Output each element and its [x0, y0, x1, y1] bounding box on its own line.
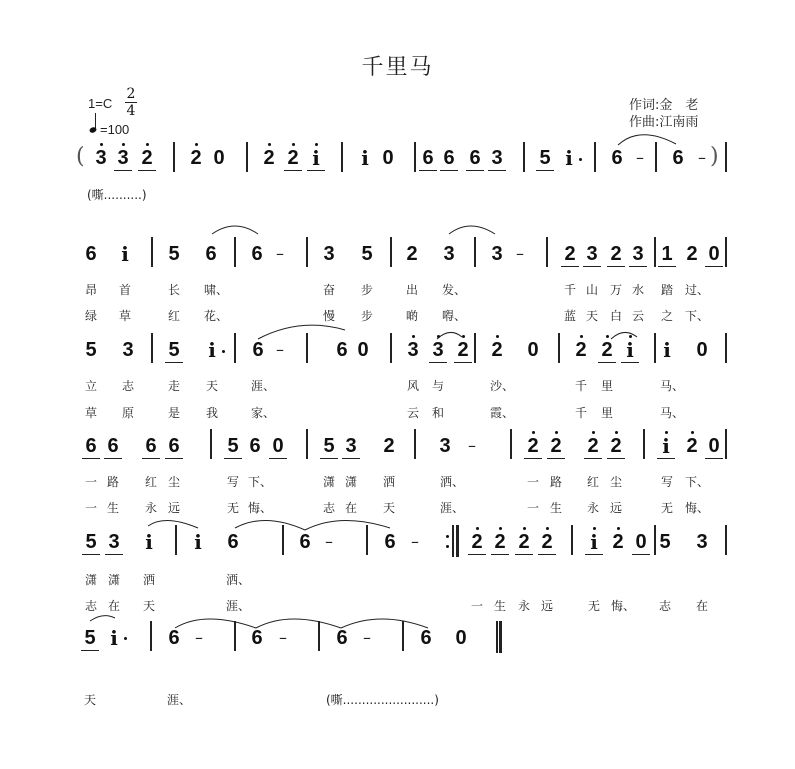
- note: 3: [106, 532, 122, 552]
- note: 0: [706, 436, 722, 456]
- barline: [725, 429, 727, 459]
- lyric: 天: [83, 693, 96, 707]
- lyric: 下、: [685, 309, 710, 323]
- lyric: 远: [609, 501, 622, 515]
- lyric: 洒: [142, 573, 155, 587]
- lyric: 风: [406, 379, 419, 393]
- lyric: 走: [167, 379, 180, 393]
- barline: [654, 525, 656, 555]
- barline: [306, 429, 308, 459]
- key-signature: 1=C: [88, 96, 113, 111]
- note: 6: [252, 339, 264, 361]
- note: i: [622, 340, 638, 360]
- note: i: [361, 146, 369, 170]
- barline: [175, 525, 177, 555]
- note: 5: [321, 436, 337, 456]
- lyric: 无: [226, 501, 239, 515]
- note: 6: [168, 627, 180, 649]
- note: 0: [706, 244, 722, 264]
- song-title: 千里马: [361, 55, 434, 80]
- dash: –: [279, 628, 287, 647]
- lyric: 嘚、: [442, 309, 467, 323]
- final-barline-thin: [496, 621, 498, 653]
- dash: –: [411, 532, 419, 551]
- final-barline-thick: [499, 621, 502, 653]
- lyric: 永: [517, 599, 530, 613]
- note: 6: [420, 148, 436, 168]
- lyric: 里: [600, 406, 613, 420]
- note: 6: [420, 627, 432, 649]
- note: 3: [443, 243, 455, 265]
- barline: [414, 142, 416, 172]
- barline: [643, 429, 645, 459]
- note: 2: [261, 148, 277, 168]
- lyric: 无: [587, 599, 600, 613]
- lyric: 下、: [685, 475, 710, 489]
- lyric: 涯、: [440, 501, 465, 515]
- note: i: [308, 148, 324, 168]
- lyric: 涯、: [167, 693, 192, 707]
- barline: [474, 237, 476, 267]
- lyric: 水: [631, 283, 644, 297]
- barline: [234, 237, 236, 267]
- note: 2: [516, 532, 532, 552]
- lyric: 永: [144, 501, 157, 515]
- lyric: 踏: [660, 283, 673, 297]
- lyric: 蓝: [563, 309, 576, 323]
- note: 2: [585, 436, 601, 456]
- note: 5: [361, 243, 373, 265]
- lyric: 永: [586, 501, 599, 515]
- lyric: 潇: [344, 475, 357, 489]
- note: 3: [630, 244, 646, 264]
- augmentation-dot: [124, 637, 127, 640]
- note: 2: [525, 436, 541, 456]
- lyric: 悔、: [248, 501, 273, 515]
- note: 3: [489, 148, 505, 168]
- note: 6: [227, 531, 239, 553]
- open-paren: (: [76, 144, 85, 169]
- note: i: [663, 338, 671, 362]
- note: 2: [489, 340, 505, 360]
- note: 2: [285, 148, 301, 168]
- barline: [523, 142, 525, 172]
- barline: [173, 142, 175, 172]
- lyric: 洒、: [440, 475, 465, 489]
- time-signature-bottom: 4: [126, 103, 136, 119]
- barline: [725, 525, 727, 555]
- lyric: 慢: [322, 309, 335, 323]
- note: i: [565, 146, 573, 170]
- lyric: 写: [226, 475, 239, 489]
- lyric: 花、: [204, 309, 229, 323]
- barline: [390, 333, 392, 363]
- barline: [510, 429, 512, 459]
- barline: [474, 333, 476, 363]
- lyric: 尘: [609, 475, 622, 489]
- lyric: 出: [405, 283, 418, 297]
- lyric: 发、: [442, 283, 467, 297]
- hum-outro: (嘶........................): [326, 693, 439, 707]
- barline: [571, 525, 573, 555]
- note: 2: [188, 148, 204, 168]
- barline: [558, 333, 560, 363]
- note: 2: [599, 340, 615, 360]
- note: 3: [491, 243, 503, 265]
- dash: –: [468, 436, 476, 455]
- note: 6: [336, 627, 348, 649]
- lyric: 万: [609, 283, 622, 297]
- note: 0: [357, 339, 369, 361]
- composer-credit: 作曲:江南雨: [629, 115, 699, 130]
- lyric: 一: [84, 501, 97, 515]
- lyric: 天: [142, 599, 155, 613]
- barline: [210, 429, 212, 459]
- lyric: 在: [344, 501, 357, 515]
- barline: [654, 333, 656, 363]
- lyric: 一: [84, 475, 97, 489]
- dash: –: [363, 628, 371, 647]
- note: 1: [659, 244, 675, 264]
- note: 3: [439, 435, 451, 457]
- lyric: 志: [322, 501, 335, 515]
- note: 2: [548, 436, 564, 456]
- lyric: 天: [382, 501, 395, 515]
- repeat-barline-thin: [452, 525, 454, 557]
- note: 0: [213, 147, 225, 169]
- lyric: 红: [167, 309, 180, 323]
- note: 6: [384, 531, 396, 553]
- lyric: 千: [574, 379, 587, 393]
- lyric: 潇: [322, 475, 335, 489]
- lyric: 山: [585, 283, 598, 297]
- dash: –: [276, 340, 284, 359]
- note: 0: [696, 339, 708, 361]
- barline: [318, 621, 320, 651]
- barline: [234, 333, 236, 363]
- lyric: 绿: [84, 309, 97, 323]
- lyric: 是: [167, 406, 180, 420]
- note: 2: [608, 244, 624, 264]
- lyric: 生: [106, 501, 119, 515]
- note: 0: [455, 627, 467, 649]
- lyric: 洒: [382, 475, 395, 489]
- note: 2: [469, 532, 485, 552]
- lyric: 千: [574, 406, 587, 420]
- barline: [594, 142, 596, 172]
- lyric: 马、: [660, 379, 685, 393]
- hum-intro: (嘶..........): [87, 188, 147, 202]
- lyric: 啲: [405, 309, 418, 323]
- lyric: 立: [84, 379, 97, 393]
- lyric: 路: [549, 475, 562, 489]
- note: 6: [611, 147, 623, 169]
- note: i: [208, 338, 216, 362]
- lyric: 洒、: [226, 573, 251, 587]
- repeat-dot: [446, 545, 449, 548]
- lyric: 一: [526, 501, 539, 515]
- note: 2: [573, 340, 589, 360]
- barline: [282, 525, 284, 555]
- note: 6: [251, 243, 263, 265]
- note: 2: [562, 244, 578, 264]
- note: 2: [684, 436, 700, 456]
- dash: –: [636, 148, 644, 167]
- note: 3: [405, 340, 421, 360]
- lyric: 家、: [251, 406, 276, 420]
- lyric: 沙、: [490, 379, 515, 393]
- note: 6: [299, 531, 311, 553]
- note: 6: [105, 436, 121, 456]
- dash: –: [276, 244, 284, 263]
- repeat-barline-thick: [456, 525, 459, 557]
- note: 2: [383, 435, 395, 457]
- barline: [151, 333, 153, 363]
- note: 6: [85, 243, 97, 265]
- note: 5: [537, 148, 553, 168]
- lyric: 远: [540, 599, 553, 613]
- note: 0: [382, 147, 394, 169]
- lyric: 草: [84, 406, 97, 420]
- note: 6: [467, 148, 483, 168]
- lyric: 步: [360, 283, 373, 297]
- note: 5: [166, 340, 182, 360]
- note: 2: [686, 243, 698, 265]
- barline: [725, 142, 727, 172]
- barline: [725, 333, 727, 363]
- note: 2: [492, 532, 508, 552]
- note: 6: [441, 148, 457, 168]
- lyric: 昂: [84, 283, 97, 297]
- note: 2: [539, 532, 555, 552]
- note: 3: [115, 148, 131, 168]
- note: 5: [225, 436, 241, 456]
- note: 5: [659, 531, 671, 553]
- time-signature-top: 2: [126, 86, 136, 102]
- note: i: [586, 532, 602, 552]
- lyric: 奋: [322, 283, 335, 297]
- lyric: 涯、: [226, 599, 251, 613]
- note: 0: [270, 436, 286, 456]
- barline: [366, 525, 368, 555]
- note: 3: [696, 531, 708, 553]
- lyric: 尘: [167, 475, 180, 489]
- lyric: 红: [144, 475, 157, 489]
- note: 0: [633, 532, 649, 552]
- lyric: 一: [470, 599, 483, 613]
- lyric: 天: [205, 379, 218, 393]
- note: i: [658, 436, 674, 456]
- barline: [654, 237, 656, 267]
- note: 2: [455, 340, 471, 360]
- repeat-dot: [446, 535, 449, 538]
- barline: [151, 237, 153, 267]
- note: 3: [430, 340, 446, 360]
- lyricist-credit: 作词:金 老: [629, 98, 699, 113]
- note: 3: [93, 148, 109, 168]
- note: 2: [139, 148, 155, 168]
- close-paren: ): [710, 144, 719, 169]
- lyric: 天: [585, 309, 598, 323]
- note: i: [194, 530, 202, 554]
- lyric: 生: [549, 501, 562, 515]
- lyric: 在: [107, 599, 120, 613]
- note: i: [110, 626, 118, 650]
- note: 5: [83, 532, 99, 552]
- barline: [546, 237, 548, 267]
- lyric: 红: [586, 475, 599, 489]
- barline: [306, 237, 308, 267]
- lyric: 草: [118, 309, 131, 323]
- note: 3: [343, 436, 359, 456]
- lyric: 马、: [660, 406, 685, 420]
- lyric: 之: [660, 309, 673, 323]
- lyric: 里: [600, 379, 613, 393]
- note: 2: [610, 532, 626, 552]
- note: 6: [672, 147, 684, 169]
- lyric: 涯、: [251, 379, 276, 393]
- lyric: 步: [360, 309, 373, 323]
- barline: [414, 429, 416, 459]
- barline: [246, 142, 248, 172]
- note: 6: [83, 436, 99, 456]
- barline: [402, 621, 404, 651]
- dash: –: [698, 148, 706, 167]
- lyric: 悔、: [685, 501, 710, 515]
- lyric: 白: [609, 309, 622, 323]
- barline: [655, 142, 657, 172]
- barline: [234, 621, 236, 651]
- note: 6: [336, 339, 348, 361]
- lyric: 远: [167, 501, 180, 515]
- augmentation-dot: [222, 350, 225, 353]
- dash: –: [195, 628, 203, 647]
- lyric: 志: [121, 379, 134, 393]
- note: 6: [143, 436, 159, 456]
- note: 5: [85, 339, 97, 361]
- lyric: 悔、: [611, 599, 636, 613]
- lyric: 潇: [107, 573, 120, 587]
- note: i: [145, 530, 153, 554]
- lyric: 志: [84, 599, 97, 613]
- dash: –: [516, 244, 524, 263]
- note: 6: [205, 243, 217, 265]
- lyric: 生: [493, 599, 506, 613]
- note: 6: [251, 627, 263, 649]
- lyric: 无: [660, 501, 673, 515]
- augmentation-dot: [579, 158, 582, 161]
- note: i: [121, 242, 129, 266]
- lyric: 原: [121, 406, 134, 420]
- lyric: 一: [526, 475, 539, 489]
- note: 0: [527, 339, 539, 361]
- note: 5: [168, 243, 180, 265]
- barline: [150, 621, 152, 651]
- note: 2: [608, 436, 624, 456]
- lyric: 首: [118, 283, 131, 297]
- lyric: 下、: [248, 475, 273, 489]
- lyric: 过、: [685, 283, 710, 297]
- lyric: 和: [431, 406, 444, 420]
- lyric: 在: [695, 599, 708, 613]
- lyric: 云: [631, 309, 644, 323]
- lyric: 啸、: [204, 283, 229, 297]
- barline: [725, 237, 727, 267]
- barline: [341, 142, 343, 172]
- barline: [390, 237, 392, 267]
- lyric: 我: [205, 406, 218, 420]
- note: 3: [323, 243, 335, 265]
- lyric: 千: [563, 283, 576, 297]
- lyric: 志: [658, 599, 671, 613]
- lyric: 云: [406, 406, 419, 420]
- note: 6: [166, 436, 182, 456]
- note: 3: [584, 244, 600, 264]
- note: 6: [249, 435, 261, 457]
- lyric: 写: [660, 475, 673, 489]
- note: 3: [122, 339, 134, 361]
- dash: –: [325, 532, 333, 551]
- note: 2: [406, 243, 418, 265]
- note: 5: [82, 628, 98, 648]
- lyric: 路: [106, 475, 119, 489]
- lyric: 潇: [84, 573, 97, 587]
- lyric: 霞、: [490, 406, 515, 420]
- barline: [306, 333, 308, 363]
- lyric: 与: [431, 379, 444, 393]
- lyric: 长: [167, 283, 180, 297]
- tempo-marking: =100: [100, 122, 130, 137]
